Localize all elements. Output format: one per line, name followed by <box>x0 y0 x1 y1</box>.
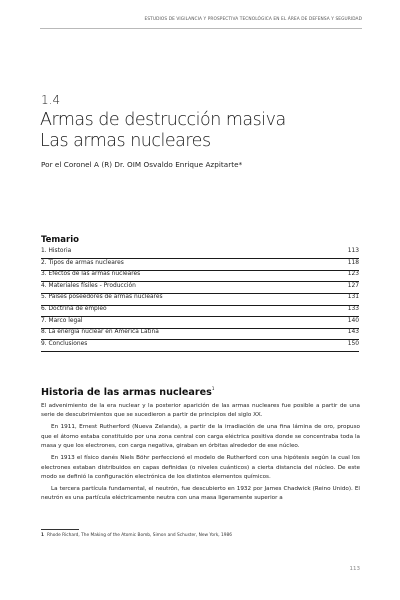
toc-item-label: 1. Historia <box>41 248 72 254</box>
toc-item-page: 123 <box>347 271 359 278</box>
toc-item[interactable] <box>41 329 359 340</box>
paragraph: La tercera partícula fundamental, el neutrón, fue descubierto en 1932 por James Chadwick (Reino Unido). El neutrón es una partícula eléctricamente neutra con una masa ligeramente superior a <box>41 486 360 502</box>
author-byline: Por el Coronel A (R) Dr. OIM Osvaldo Enrique Azpitarte* <box>41 160 243 169</box>
footnote-reference[interactable]: 1 <box>211 386 215 391</box>
toc-item[interactable] <box>41 260 359 271</box>
toc-item-page: 131 <box>347 294 359 301</box>
footnote <box>41 533 232 538</box>
paragraph: El advenimiento de la era nuclear y la posterior aparición de las armas nucleares fue posible a partir de una serie de descubrimientos que se sucedieron a partir de principios del siglo XX. <box>41 403 360 419</box>
page-title <box>40 110 370 152</box>
paragraph: En 1913 el físico danés Niels Böhr perfeccionó el modelo de Rutherford con una hipótesis según la cual los electrones estaban distribuidos en capas definidas (o niveles cuánticos) a cierta distancia del núcleo. De este modo se definió la configuración electrónica de los distintos elementos químicos. <box>41 455 360 481</box>
footnote-divider <box>41 529 79 530</box>
toc-item-label: 6. Doctrina de empleo <box>41 305 107 312</box>
toc-item[interactable] <box>41 341 359 352</box>
page-number: 113 <box>349 566 360 572</box>
toc-item-label: 8. La energía nuclear en América Latina <box>41 329 159 336</box>
toc-item-page: 113 <box>347 248 359 254</box>
header-divider <box>40 28 362 29</box>
table-of-contents <box>41 248 359 352</box>
title-line-1: Armas de destrucción masiva <box>40 110 286 130</box>
toc-item[interactable] <box>41 271 359 282</box>
toc-item-page: 133 <box>347 305 359 312</box>
toc-item-label: 3. Efectos de las armas nucleares <box>41 271 141 278</box>
toc-item-label: 4. Materiales físiles - Producción <box>41 282 136 289</box>
toc-item-label: 2. Tipos de armas nucleares <box>41 259 124 266</box>
section-number: 1.4 <box>41 93 61 107</box>
toc-item[interactable] <box>41 294 359 305</box>
toc-item[interactable] <box>41 248 359 259</box>
footnote-number: 1 <box>41 533 44 538</box>
section-heading-text: Historia de las armas nucleares <box>41 387 212 398</box>
toc-item-label: 5. Países poseedores de armas nucleares <box>41 294 163 301</box>
toc-item-page: 118 <box>347 259 359 266</box>
toc-item[interactable] <box>41 318 359 329</box>
paragraph: En 1911, Ernest Rutherford (Nueva Zelanda), a partir de la irradiación de una fina lámina de oro, propuso que el átomo estaba constituido por una zona central con carga eléctrica positiva donde se concentraba toda la masa y que los electrones, con carga negativa, giraban en órbitas alrededor de ese núcleo. <box>41 424 360 450</box>
toc-item-label: 9. Conclusiones <box>41 340 88 347</box>
toc-item[interactable] <box>41 283 359 294</box>
toc-item[interactable] <box>41 306 359 317</box>
toc-item-page: 127 <box>347 282 359 289</box>
footnote-text: Rhode Richard, The Making of the Atomic Bomb, Simon and Schuster, New York, 1986 <box>47 533 232 538</box>
body-text <box>41 402 360 506</box>
toc-item-label: 7. Marco legal <box>41 317 83 324</box>
title-line-2: Las armas nucleares <box>40 131 211 151</box>
toc-item-page: 150 <box>347 340 359 347</box>
section-heading <box>41 386 214 398</box>
toc-heading: Temario <box>41 235 79 245</box>
toc-item-page: 140 <box>347 317 359 324</box>
toc-item-page: 143 <box>347 329 359 336</box>
running-header: ESTUDIOS DE VIGILANCIA Y PROSPECTIVA TECNOLÓGICA EN EL ÁREA DE DEFENSA Y SEGURIDAD <box>144 17 362 22</box>
